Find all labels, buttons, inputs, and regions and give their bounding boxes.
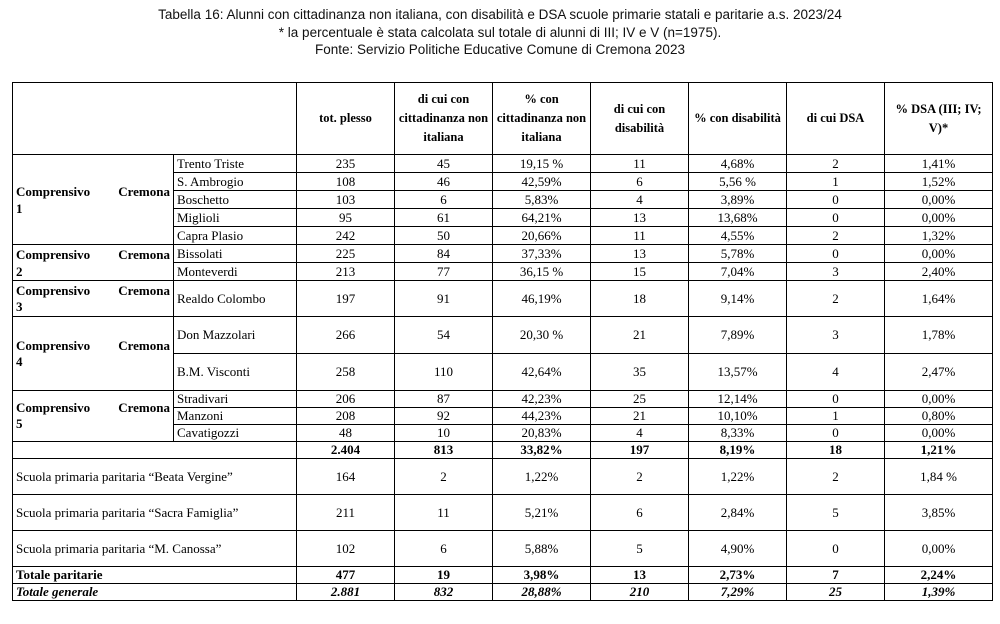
total-generale-pdis: 7,29% — [689, 584, 787, 601]
total-generale-tot: 2.881 — [297, 584, 395, 601]
cell-pdis: 12,14% — [689, 391, 787, 408]
cell-pdsa: 3,85% — [885, 495, 993, 531]
cell-tot: 211 — [297, 495, 395, 531]
cell-pcit: 5,21% — [493, 495, 591, 531]
total-paritarie-dis: 13 — [591, 567, 689, 584]
header-tot: tot. plesso — [297, 83, 395, 155]
total-paritarie-pdis: 2,73% — [689, 567, 787, 584]
cell-tot: 225 — [297, 245, 395, 263]
cell-dis: 4 — [591, 425, 689, 442]
cell-pdis: 5,78% — [689, 245, 787, 263]
total-generale-cit: 832 — [395, 584, 493, 601]
cell-cit: 77 — [395, 263, 493, 281]
total-generale-label: Totale generale — [13, 584, 297, 601]
cell-cit: 11 — [395, 495, 493, 531]
cell-pcit: 64,21% — [493, 209, 591, 227]
cell-dis: 15 — [591, 263, 689, 281]
cell-tot: 95 — [297, 209, 395, 227]
cell-pcit: 20,30 % — [493, 317, 591, 354]
cell-dsa: 4 — [787, 354, 885, 391]
school-name-cell: Manzoni — [174, 408, 297, 425]
total-paritarie-pcit: 3,98% — [493, 567, 591, 584]
cell-cit: 87 — [395, 391, 493, 408]
cell-pcit: 44,23% — [493, 408, 591, 425]
cell-dsa: 2 — [787, 281, 885, 317]
cell-dsa: 0 — [787, 209, 885, 227]
cell-pdsa: 1,64% — [885, 281, 993, 317]
cell-dis: 35 — [591, 354, 689, 391]
cell-dis: 13 — [591, 245, 689, 263]
subtotal-label — [13, 442, 297, 459]
cell-tot: 197 — [297, 281, 395, 317]
subtotal-pdsa: 1,21% — [885, 442, 993, 459]
header-empty — [13, 83, 297, 155]
cell-tot: 164 — [297, 459, 395, 495]
cell-dis: 5 — [591, 531, 689, 567]
total-paritarie-cit: 19 — [395, 567, 493, 584]
school-name-cell: Scuola primaria paritaria “Sacra Famiglia” — [13, 495, 297, 531]
cell-pcit: 5,83% — [493, 191, 591, 209]
cell-dsa: 3 — [787, 263, 885, 281]
group-label-4: Comprensivo Cremona 4 — [13, 317, 174, 391]
cell-cit: 46 — [395, 173, 493, 191]
cell-cit: 54 — [395, 317, 493, 354]
total-paritarie-dsa: 7 — [787, 567, 885, 584]
total-paritarie-label: Totale paritarie — [13, 567, 297, 584]
cell-cit: 45 — [395, 155, 493, 173]
subtotal-tot: 2.404 — [297, 442, 395, 459]
subtotal-dis: 197 — [591, 442, 689, 459]
cell-pdis: 9,14% — [689, 281, 787, 317]
cell-pcit: 42,23% — [493, 391, 591, 408]
cell-cit: 2 — [395, 459, 493, 495]
cell-pdsa: 0,00% — [885, 531, 993, 567]
school-name-cell: Trento Triste — [174, 155, 297, 173]
cell-tot: 103 — [297, 191, 395, 209]
cell-pcit: 42,59% — [493, 173, 591, 191]
cell-cit: 91 — [395, 281, 493, 317]
cell-pdis: 8,33% — [689, 425, 787, 442]
data-table — [12, 82, 993, 601]
total-generale-dis: 210 — [591, 584, 689, 601]
cell-dsa: 0 — [787, 191, 885, 209]
cell-tot: 102 — [297, 531, 395, 567]
cell-pcit: 1,22% — [493, 459, 591, 495]
cell-pcit: 5,88% — [493, 531, 591, 567]
cell-pcit: 20,66% — [493, 227, 591, 245]
cell-tot: 208 — [297, 408, 395, 425]
table-row — [13, 531, 993, 567]
cell-pdsa: 1,84 % — [885, 459, 993, 495]
cell-dis: 18 — [591, 281, 689, 317]
cell-pcit: 37,33% — [493, 245, 591, 263]
cell-cit: 6 — [395, 191, 493, 209]
subtotal-dsa: 18 — [787, 442, 885, 459]
cell-pcit: 20,83% — [493, 425, 591, 442]
table-row — [13, 317, 993, 354]
cell-dis: 21 — [591, 317, 689, 354]
total-generale-pdsa: 1,39% — [885, 584, 993, 601]
cell-dsa: 0 — [787, 531, 885, 567]
total-paritarie-row — [13, 567, 993, 584]
cell-tot: 108 — [297, 173, 395, 191]
cell-dsa: 5 — [787, 495, 885, 531]
cell-dis: 2 — [591, 459, 689, 495]
header-dis: di cui con disabilità — [591, 83, 689, 155]
cell-dsa: 3 — [787, 317, 885, 354]
group-label-1: Comprensivo Cremona 1 — [13, 155, 174, 245]
total-generale-dsa: 25 — [787, 584, 885, 601]
total-generale-pcit: 28,88% — [493, 584, 591, 601]
cell-cit: 61 — [395, 209, 493, 227]
total-paritarie-tot: 477 — [297, 567, 395, 584]
group-label-5: Comprensivo Cremona 5 — [13, 391, 174, 442]
cell-cit: 6 — [395, 531, 493, 567]
total-paritarie-pdsa: 2,24% — [885, 567, 993, 584]
cell-dsa: 0 — [787, 425, 885, 442]
cell-cit: 84 — [395, 245, 493, 263]
cell-dis: 4 — [591, 191, 689, 209]
school-name-cell: Capra Plasio — [174, 227, 297, 245]
school-name-cell: Don Mazzolari — [174, 317, 297, 354]
cell-dis: 13 — [591, 209, 689, 227]
caption-source: Fonte: Servizio Politiche Educative Comune di Cremona 2023 — [315, 42, 685, 57]
table-row — [13, 155, 993, 173]
cell-pcit: 42,64% — [493, 354, 591, 391]
subtotal-row — [13, 442, 993, 459]
cell-tot: 48 — [297, 425, 395, 442]
total-generale-row — [13, 584, 993, 601]
school-name-cell: Realdo Colombo — [174, 281, 297, 317]
caption-title: Tabella 16: Alunni con cittadinanza non italiana, con disabilità e DSA scuole primarie statali e paritarie a.s. 2023/24 — [158, 7, 842, 22]
school-name-cell: Miglioli — [174, 209, 297, 227]
cell-pcit: 46,19% — [493, 281, 591, 317]
school-name-cell: Bissolati — [174, 245, 297, 263]
header-pdis: % con disabilità — [689, 83, 787, 155]
cell-pcit: 19,15 % — [493, 155, 591, 173]
cell-pdis: 13,57% — [689, 354, 787, 391]
cell-dsa: 2 — [787, 227, 885, 245]
cell-dsa: 1 — [787, 173, 885, 191]
header-row — [13, 83, 993, 155]
cell-pdis: 1,22% — [689, 459, 787, 495]
cell-pdis: 4,90% — [689, 531, 787, 567]
cell-tot: 213 — [297, 263, 395, 281]
cell-dis: 6 — [591, 495, 689, 531]
caption-note: * la percentuale è stata calcolata sul totale di alunni di III; IV e V (n=1975). — [278, 24, 722, 40]
cell-pdis: 4,68% — [689, 155, 787, 173]
cell-dsa: 0 — [787, 245, 885, 263]
cell-pdsa: 0,00% — [885, 425, 993, 442]
school-name-cell: Scuola primaria paritaria “Beata Vergine” — [13, 459, 297, 495]
table-caption — [0, 6, 1000, 59]
header-pdsa: % DSA (III; IV; V)* — [885, 83, 993, 155]
school-name-cell: Cavatigozzi — [174, 425, 297, 442]
cell-dsa: 2 — [787, 155, 885, 173]
cell-dis: 6 — [591, 173, 689, 191]
table-row — [13, 495, 993, 531]
cell-pdis: 2,84% — [689, 495, 787, 531]
table-row — [13, 459, 993, 495]
cell-cit: 110 — [395, 354, 493, 391]
cell-pdsa: 0,00% — [885, 209, 993, 227]
cell-dis: 11 — [591, 227, 689, 245]
cell-pdsa: 1,41% — [885, 155, 993, 173]
cell-pdsa: 0,00% — [885, 191, 993, 209]
cell-dsa: 0 — [787, 391, 885, 408]
group-label-2: Comprensivo Cremona 2 — [13, 245, 174, 281]
school-name-cell: Scuola primaria paritaria “M. Canossa” — [13, 531, 297, 567]
cell-tot: 235 — [297, 155, 395, 173]
header-dsa: di cui DSA — [787, 83, 885, 155]
cell-pdsa: 1,32% — [885, 227, 993, 245]
cell-tot: 266 — [297, 317, 395, 354]
cell-tot: 242 — [297, 227, 395, 245]
cell-cit: 10 — [395, 425, 493, 442]
group-label-3: Comprensivo Cremona 3 — [13, 281, 174, 317]
cell-pdsa: 2,40% — [885, 263, 993, 281]
school-name-cell: Monteverdi — [174, 263, 297, 281]
cell-pdsa: 0,00% — [885, 245, 993, 263]
table-row — [13, 281, 993, 317]
cell-dis: 25 — [591, 391, 689, 408]
cell-tot: 258 — [297, 354, 395, 391]
cell-pdis: 4,55% — [689, 227, 787, 245]
cell-dsa: 1 — [787, 408, 885, 425]
table-row — [13, 245, 993, 263]
school-name-cell: B.M. Visconti — [174, 354, 297, 391]
cell-pdsa: 0,80% — [885, 408, 993, 425]
cell-pdis: 3,89% — [689, 191, 787, 209]
table-row — [13, 391, 993, 408]
subtotal-pdis: 8,19% — [689, 442, 787, 459]
cell-dis: 21 — [591, 408, 689, 425]
school-name-cell: Boschetto — [174, 191, 297, 209]
cell-cit: 92 — [395, 408, 493, 425]
cell-pdsa: 2,47% — [885, 354, 993, 391]
cell-pdis: 7,89% — [689, 317, 787, 354]
cell-tot: 206 — [297, 391, 395, 408]
cell-pdis: 10,10% — [689, 408, 787, 425]
subtotal-pcit: 33,82% — [493, 442, 591, 459]
header-pcit: % con cittadinanza non italiana — [493, 83, 591, 155]
school-name-cell: S. Ambrogio — [174, 173, 297, 191]
header-cit: di cui con cittadinanza non italiana — [395, 83, 493, 155]
subtotal-cit: 813 — [395, 442, 493, 459]
cell-pdis: 7,04% — [689, 263, 787, 281]
cell-dis: 11 — [591, 155, 689, 173]
cell-pdis: 5,56 % — [689, 173, 787, 191]
cell-pdsa: 1,52% — [885, 173, 993, 191]
cell-pdis: 13,68% — [689, 209, 787, 227]
cell-dsa: 2 — [787, 459, 885, 495]
cell-pdsa: 1,78% — [885, 317, 993, 354]
school-name-cell: Stradivari — [174, 391, 297, 408]
cell-cit: 50 — [395, 227, 493, 245]
cell-pdsa: 0,00% — [885, 391, 993, 408]
cell-pcit: 36,15 % — [493, 263, 591, 281]
